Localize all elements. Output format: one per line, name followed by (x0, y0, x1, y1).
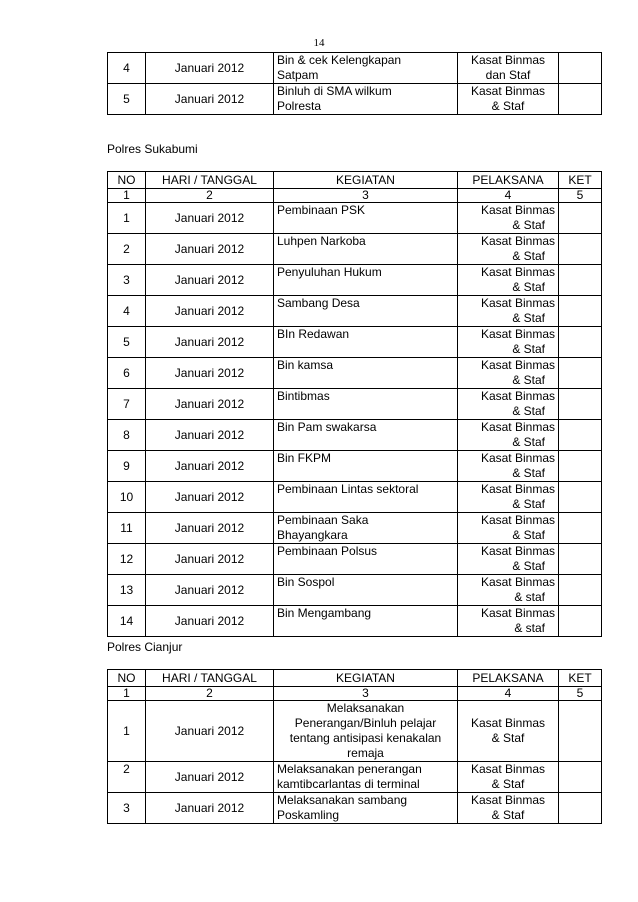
cell-tanggal: Januari 2012 (146, 389, 274, 420)
cell-pelaksana (458, 482, 559, 513)
cell-no: 12 (108, 544, 146, 575)
pelaksana-line: & Staf (512, 218, 545, 232)
table-header-row (108, 172, 602, 189)
cell-pelaksana (458, 296, 559, 327)
table-row (108, 296, 602, 327)
cell-kegiatan (274, 513, 458, 544)
table-row (108, 358, 602, 389)
kegiatan-line: Melaksanakan sambang (277, 793, 408, 807)
pelaksana-line: & Staf (491, 99, 525, 113)
cell-tanggal: Januari 2012 (146, 84, 274, 115)
cell-kegiatan (274, 234, 458, 265)
header-ket: KET (559, 670, 602, 687)
pelaksana-line: Kasat Binmas (470, 84, 546, 98)
pelaksana-line: & staf (514, 621, 545, 635)
col-number: 3 (274, 189, 458, 203)
pelaksana-line: Kasat Binmas (480, 389, 555, 403)
pelaksana-line: & Staf (512, 466, 545, 480)
col-number: 1 (108, 189, 146, 203)
pelaksana-line: Kasat Binmas (480, 265, 555, 279)
pelaksana-line: & Staf (512, 249, 545, 263)
kegiatan-line: Pembinaan PSK (277, 203, 366, 217)
cell-pelaksana (458, 327, 559, 358)
continuation-table (107, 52, 602, 115)
page-number: 14 (313, 37, 325, 49)
table-row (108, 575, 602, 606)
cell-kegiatan (274, 53, 458, 84)
pelaksana-line: Kasat Binmas (480, 203, 555, 217)
cell-pelaksana (458, 84, 559, 115)
cell-pelaksana (458, 265, 559, 296)
table-row (108, 203, 602, 234)
col-number: 4 (458, 189, 559, 203)
pelaksana-line: Kasat Binmas (480, 482, 555, 496)
cell-ket (559, 327, 602, 358)
kegiatan-line: Pembinaan Lintas sektoral (277, 482, 419, 496)
header-pelaksana: PELAKSANA (458, 670, 559, 687)
cell-tanggal: Januari 2012 (146, 265, 274, 296)
cell-kegiatan (274, 544, 458, 575)
table-row (108, 420, 602, 451)
column-number-row (108, 189, 602, 203)
cell-tanggal: Januari 2012 (146, 420, 274, 451)
kegiatan-line: Sambang Desa (277, 296, 360, 310)
cell-kegiatan (274, 420, 458, 451)
cell-ket (559, 575, 602, 606)
cell-ket (559, 544, 602, 575)
column-number-row (108, 687, 602, 701)
cell-pelaksana (458, 389, 559, 420)
header-ket: KET (559, 172, 602, 189)
cell-pelaksana (458, 544, 559, 575)
table-row (108, 389, 602, 420)
cell-no: 1 (108, 701, 146, 762)
kegiatan-line: Melaksanakan (326, 701, 405, 715)
cell-tanggal: Januari 2012 (146, 451, 274, 482)
cell-pelaksana (458, 793, 559, 824)
kegiatan-line: BIn Redawan (277, 327, 350, 341)
cell-kegiatan (274, 762, 458, 793)
cell-pelaksana (458, 701, 559, 762)
cell-tanggal: Januari 2012 (146, 575, 274, 606)
cell-no: 10 (108, 482, 146, 513)
cell-tanggal: Januari 2012 (146, 793, 274, 824)
table-row (108, 451, 602, 482)
pelaksana-line: & Staf (491, 808, 525, 822)
cell-no: 7 (108, 389, 146, 420)
sukabumi-table (107, 171, 602, 637)
cell-kegiatan (274, 575, 458, 606)
cell-ket (559, 451, 602, 482)
cell-kegiatan (274, 482, 458, 513)
col-number: 4 (458, 687, 559, 701)
pelaksana-line: Kasat Binmas (480, 606, 555, 620)
cell-ket (559, 53, 602, 84)
pelaksana-line: & Staf (512, 311, 545, 325)
cell-no: 4 (108, 53, 146, 84)
pelaksana-line: & Staf (512, 373, 545, 387)
cell-tanggal: Januari 2012 (146, 762, 274, 793)
cell-tanggal: Januari 2012 (146, 53, 274, 84)
kegiatan-line: Bin Mengambang (277, 606, 372, 620)
cell-no: 2 (108, 762, 146, 793)
kegiatan-line: Satpam (277, 68, 319, 82)
cell-tanggal: Januari 2012 (146, 203, 274, 234)
table-row (108, 513, 602, 544)
cell-ket (559, 389, 602, 420)
kegiatan-line: Bin kamsa (277, 358, 334, 372)
cell-tanggal: Januari 2012 (146, 327, 274, 358)
pelaksana-line: & Staf (512, 528, 545, 542)
header-tanggal: HARI / TANGGAL (146, 172, 274, 189)
cianjur-table (107, 669, 602, 824)
header-kegiatan: KEGIATAN (274, 670, 458, 687)
kegiatan-line: kamtibcarlantas di terminal (277, 777, 420, 791)
cell-no: 5 (108, 84, 146, 115)
cell-no: 6 (108, 358, 146, 389)
pelaksana-line: & Staf (491, 777, 525, 791)
table-row (108, 53, 602, 84)
pelaksana-line: Kasat Binmas (480, 234, 555, 248)
cell-ket (559, 84, 602, 115)
pelaksana-line: & Staf (512, 280, 545, 294)
pelaksana-line: & Staf (512, 559, 545, 573)
table-row (108, 701, 602, 762)
table-row (108, 762, 602, 793)
cell-kegiatan (274, 358, 458, 389)
cell-pelaksana (458, 53, 559, 84)
header-kegiatan: KEGIATAN (274, 172, 458, 189)
cell-no: 5 (108, 327, 146, 358)
cell-ket (559, 296, 602, 327)
cell-no: 8 (108, 420, 146, 451)
pelaksana-line: Kasat Binmas (480, 544, 555, 558)
cell-no: 4 (108, 296, 146, 327)
header-no: NO (108, 670, 146, 687)
pelaksana-line: Kasat Binmas (480, 296, 555, 310)
cell-ket (559, 762, 602, 793)
table-row (108, 606, 602, 637)
cell-pelaksana (458, 358, 559, 389)
cell-pelaksana (458, 762, 559, 793)
cell-no: 13 (108, 575, 146, 606)
pelaksana-line: dan Staf (485, 68, 531, 82)
table-row (108, 793, 602, 824)
cell-pelaksana (458, 575, 559, 606)
cell-ket (559, 420, 602, 451)
header-tanggal: HARI / TANGGAL (146, 670, 274, 687)
col-number: 5 (559, 687, 602, 701)
header-pelaksana: PELAKSANA (458, 172, 559, 189)
table-row (108, 265, 602, 296)
pelaksana-line: Kasat Binmas (480, 358, 555, 372)
kegiatan-line: Penyuluhan Hukum (277, 265, 382, 279)
cell-tanggal: Januari 2012 (146, 513, 274, 544)
kegiatan-line: Bin Pam swakarsa (277, 420, 377, 434)
cell-tanggal: Januari 2012 (146, 606, 274, 637)
table-header-row (108, 670, 602, 687)
cell-tanggal: Januari 2012 (146, 234, 274, 265)
cell-pelaksana (458, 420, 559, 451)
cell-ket (559, 203, 602, 234)
col-number: 5 (559, 189, 602, 203)
pelaksana-line: & staf (514, 590, 545, 604)
pelaksana-line: Kasat Binmas (480, 513, 555, 527)
cell-kegiatan (274, 327, 458, 358)
pelaksana-line: Kasat Binmas (480, 575, 555, 589)
pelaksana-line: Kasat Binmas (480, 327, 555, 341)
cell-pelaksana (458, 234, 559, 265)
cell-no: 3 (108, 793, 146, 824)
cell-no: 9 (108, 451, 146, 482)
table-row (108, 482, 602, 513)
cell-no: 2 (108, 234, 146, 265)
cell-ket (559, 701, 602, 762)
kegiatan-line: Melaksanakan penerangan (277, 762, 422, 776)
cell-ket (559, 606, 602, 637)
table-row (108, 327, 602, 358)
table-row (108, 544, 602, 575)
pelaksana-line: Kasat Binmas (470, 53, 546, 67)
cell-ket (559, 513, 602, 544)
pelaksana-line: & Staf (512, 404, 545, 418)
cell-kegiatan (274, 203, 458, 234)
cell-no: 3 (108, 265, 146, 296)
cell-kegiatan (274, 265, 458, 296)
cell-ket (559, 793, 602, 824)
col-number: 3 (274, 687, 458, 701)
cell-pelaksana (458, 513, 559, 544)
cell-kegiatan (274, 606, 458, 637)
kegiatan-line: Polresta (277, 99, 322, 113)
cell-kegiatan (274, 701, 458, 762)
kegiatan-line: Bin Sospol (277, 575, 335, 589)
kegiatan-line: Bintibmas (277, 389, 330, 403)
section-title-cianjur: Polres Cianjur (107, 640, 183, 654)
kegiatan-line: Luhpen Narkoba (277, 234, 366, 248)
cell-no: 1 (108, 203, 146, 234)
pelaksana-line: Kasat Binmas (480, 451, 555, 465)
pelaksana-line: & Staf (491, 731, 525, 745)
cell-tanggal: Januari 2012 (146, 358, 274, 389)
kegiatan-line: tentang antisipasi kenakalan (289, 731, 442, 745)
table-row (108, 234, 602, 265)
cell-kegiatan (274, 793, 458, 824)
cell-pelaksana (458, 451, 559, 482)
pelaksana-line: Kasat Binmas (470, 716, 546, 730)
kegiatan-line: Bin & cek Kelengkapan (277, 53, 402, 67)
kegiatan-line: Penerangan/Binluh pelajar (294, 716, 437, 730)
cell-ket (559, 358, 602, 389)
cell-kegiatan (274, 451, 458, 482)
col-number: 1 (108, 687, 146, 701)
cell-kegiatan (274, 296, 458, 327)
cell-tanggal: Januari 2012 (146, 701, 274, 762)
pelaksana-line: & Staf (512, 342, 545, 356)
cell-kegiatan (274, 389, 458, 420)
cell-no: 14 (108, 606, 146, 637)
cell-ket (559, 482, 602, 513)
pelaksana-line: Kasat Binmas (470, 762, 546, 776)
kegiatan-line: remaja (347, 746, 384, 760)
kegiatan-line: Bhayangkara (277, 528, 348, 542)
cell-tanggal: Januari 2012 (146, 482, 274, 513)
col-number: 2 (146, 189, 274, 203)
kegiatan-line: Binluh di SMA wilkum (277, 84, 392, 98)
pelaksana-line: & Staf (512, 497, 545, 511)
section-title-sukabumi: Polres Sukabumi (107, 142, 198, 156)
cell-pelaksana (458, 203, 559, 234)
cell-tanggal: Januari 2012 (146, 296, 274, 327)
kegiatan-line: Bin FKPM (277, 451, 332, 465)
kegiatan-line: Poskamling (277, 808, 340, 822)
cell-pelaksana (458, 606, 559, 637)
cell-kegiatan (274, 84, 458, 115)
kegiatan-line: Pembinaan Saka (277, 513, 369, 527)
cell-ket (559, 234, 602, 265)
cell-ket (559, 265, 602, 296)
pelaksana-line: Kasat Binmas (480, 420, 555, 434)
pelaksana-line: & Staf (512, 435, 545, 449)
col-number: 2 (146, 687, 274, 701)
table-row (108, 84, 602, 115)
kegiatan-line: Pembinaan Polsus (277, 544, 378, 558)
cell-tanggal: Januari 2012 (146, 544, 274, 575)
cell-no: 11 (108, 513, 146, 544)
pelaksana-line: Kasat Binmas (470, 793, 546, 807)
header-no: NO (108, 172, 146, 189)
